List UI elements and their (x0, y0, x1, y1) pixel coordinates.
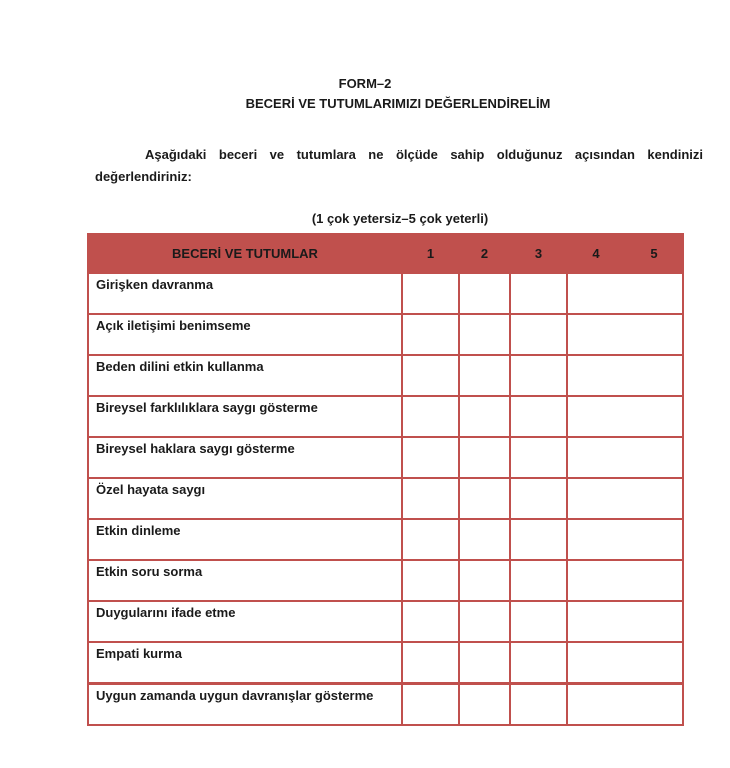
score-cell-1[interactable] (402, 601, 459, 642)
skill-name: Beden dilini etkin kullanma (88, 355, 402, 396)
score-cell-3[interactable] (510, 684, 567, 726)
score-cell-1[interactable] (402, 478, 459, 519)
header-score-4: 4 (567, 234, 625, 273)
score-cell-5[interactable] (625, 355, 683, 396)
score-cell-2[interactable] (459, 601, 510, 642)
score-cell-4[interactable] (567, 560, 625, 601)
score-cell-3[interactable] (510, 396, 567, 437)
score-cell-1[interactable] (402, 437, 459, 478)
table-row (88, 273, 683, 314)
score-cell-3[interactable] (510, 601, 567, 642)
header-score-1: 1 (402, 234, 459, 273)
score-cell-2[interactable] (459, 519, 510, 560)
table-row (88, 355, 683, 396)
score-cell-3[interactable] (510, 478, 567, 519)
score-cell-5[interactable] (625, 478, 683, 519)
score-cell-5[interactable] (625, 601, 683, 642)
score-cell-2[interactable] (459, 437, 510, 478)
skill-name: Bireysel haklara saygı gösterme (88, 437, 402, 478)
score-cell-5[interactable] (625, 560, 683, 601)
score-cell-4[interactable] (567, 314, 625, 355)
score-cell-4[interactable] (567, 437, 625, 478)
score-cell-2[interactable] (459, 478, 510, 519)
scale-note: (1 çok yetersiz–5 çok yeterli) (311, 211, 489, 226)
skill-name: Bireysel farklılıklara saygı gösterme (88, 396, 402, 437)
score-cell-1[interactable] (402, 396, 459, 437)
score-cell-2[interactable] (459, 560, 510, 601)
score-cell-4[interactable] (567, 478, 625, 519)
score-cell-2[interactable] (459, 684, 510, 726)
score-cell-5[interactable] (625, 642, 683, 684)
score-cell-4[interactable] (567, 355, 625, 396)
table-row (88, 519, 683, 560)
skill-name: Etkin soru sorma (88, 560, 402, 601)
score-cell-1[interactable] (402, 684, 459, 726)
score-cell-5[interactable] (625, 519, 683, 560)
score-cell-5[interactable] (625, 684, 683, 726)
skill-name: Duygularını ifade etme (88, 601, 402, 642)
score-cell-4[interactable] (567, 519, 625, 560)
header-skills: BECERİ VE TUTUMLAR (88, 234, 402, 273)
score-cell-3[interactable] (510, 314, 567, 355)
score-cell-2[interactable] (459, 314, 510, 355)
score-cell-1[interactable] (402, 314, 459, 355)
form-subtitle: BECERİ VE TUTUMLARIMIZI DEĞERLENDİRELİM (245, 96, 551, 111)
score-cell-5[interactable] (625, 437, 683, 478)
score-cell-3[interactable] (510, 355, 567, 396)
score-cell-3[interactable] (510, 642, 567, 684)
table-row (88, 314, 683, 355)
score-cell-4[interactable] (567, 396, 625, 437)
skill-name: Empati kurma (88, 642, 402, 684)
score-cell-4[interactable] (567, 642, 625, 684)
table-row (88, 437, 683, 478)
score-cell-1[interactable] (402, 560, 459, 601)
header-score-3: 3 (510, 234, 567, 273)
table-row (88, 396, 683, 437)
table-row (88, 601, 683, 642)
score-cell-1[interactable] (402, 642, 459, 684)
table-body (88, 273, 683, 725)
score-cell-3[interactable] (510, 273, 567, 314)
score-cell-3[interactable] (510, 560, 567, 601)
intro-instructions: Aşağıdaki beceri ve tutumlara ne ölçüde sahip olduğunuz açısından kendinizi değerlendiriniz: (95, 147, 703, 184)
table-row (88, 478, 683, 519)
score-cell-1[interactable] (402, 273, 459, 314)
score-cell-2[interactable] (459, 273, 510, 314)
header-score-5: 5 (625, 234, 683, 273)
table-row (88, 684, 683, 726)
table-row (88, 642, 683, 684)
table-row (88, 560, 683, 601)
skill-name: Özel hayata saygı (88, 478, 402, 519)
header-score-2: 2 (459, 234, 510, 273)
skills-rating-table (87, 233, 684, 726)
skill-name: Girişken davranma (88, 273, 402, 314)
score-cell-1[interactable] (402, 519, 459, 560)
score-cell-1[interactable] (402, 355, 459, 396)
form-title: FORM–2 (338, 76, 392, 91)
score-cell-3[interactable] (510, 519, 567, 560)
score-cell-3[interactable] (510, 437, 567, 478)
score-cell-2[interactable] (459, 642, 510, 684)
skill-name: Uygun zamanda uygun davranışlar gösterme (88, 684, 402, 726)
table-header-row (88, 234, 683, 273)
skill-name: Açık iletişimi benimseme (88, 314, 402, 355)
score-cell-5[interactable] (625, 314, 683, 355)
score-cell-5[interactable] (625, 396, 683, 437)
score-cell-2[interactable] (459, 355, 510, 396)
score-cell-5[interactable] (625, 273, 683, 314)
skill-name: Etkin dinleme (88, 519, 402, 560)
score-cell-2[interactable] (459, 396, 510, 437)
score-cell-4[interactable] (567, 273, 625, 314)
score-cell-4[interactable] (567, 684, 625, 726)
score-cell-4[interactable] (567, 601, 625, 642)
